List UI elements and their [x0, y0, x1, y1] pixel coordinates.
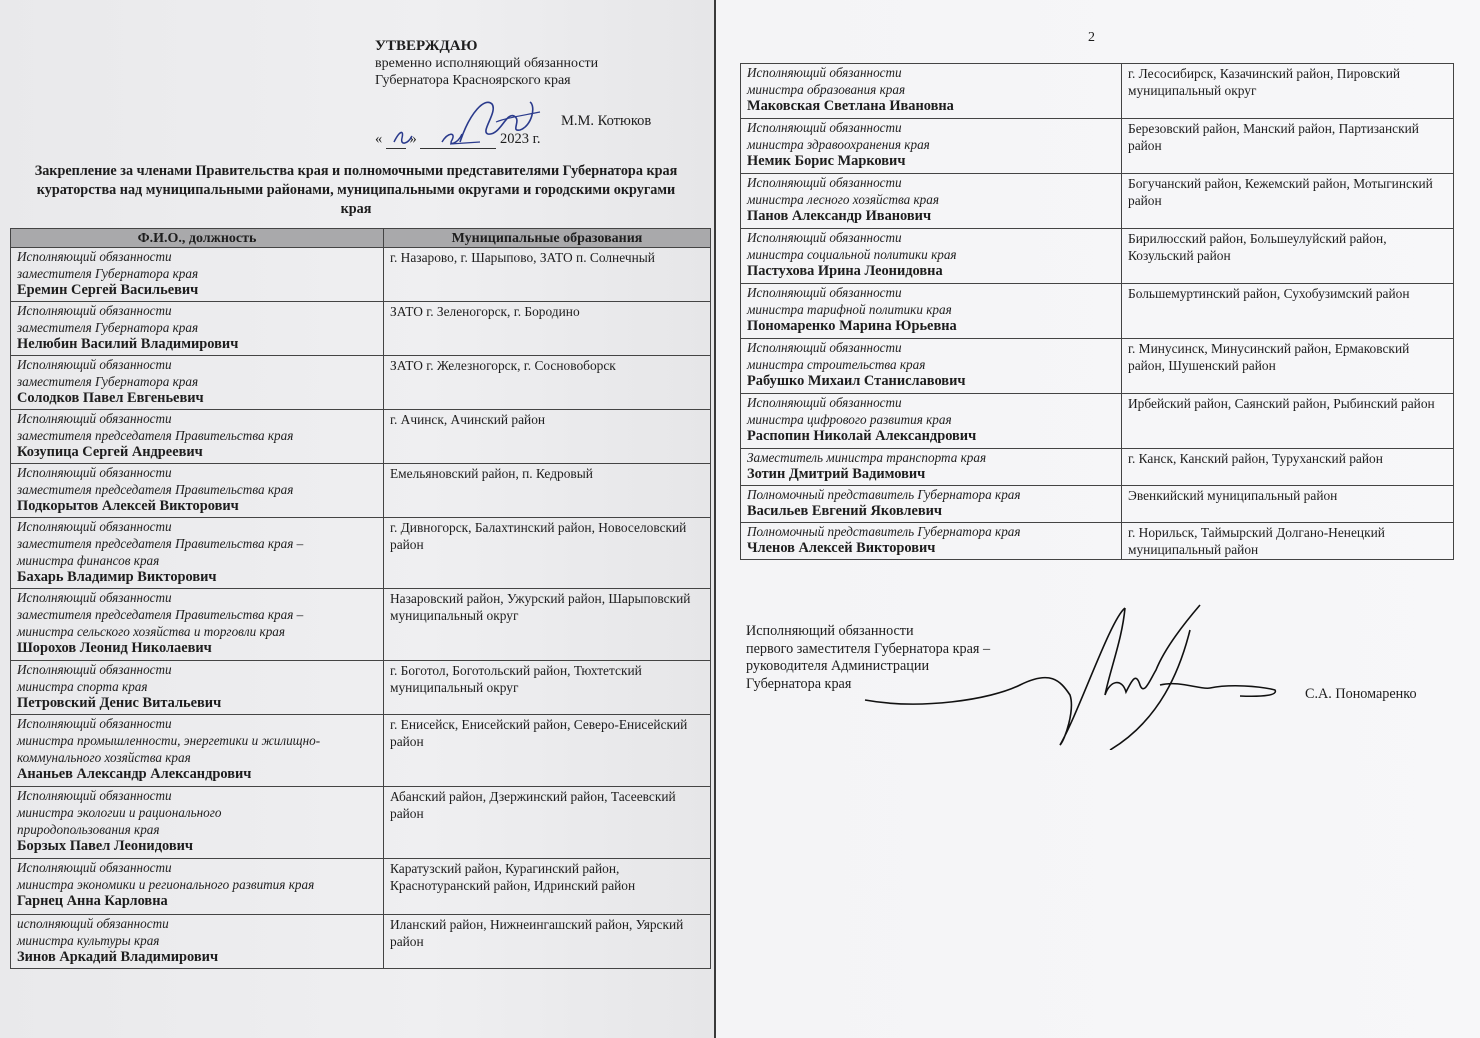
approval-signer: М.М. Котюков: [561, 113, 652, 129]
position-cell: [741, 64, 1122, 119]
table-row: [11, 410, 711, 464]
page-number: 2: [1088, 30, 1095, 45]
table-row: [11, 248, 711, 302]
position-line: Исполняющий обязанности: [17, 357, 172, 372]
position-cell: [11, 661, 384, 715]
approval-heading: УТВЕРЖДАЮ: [375, 38, 478, 54]
date-year: 2023 г.: [500, 131, 541, 147]
municipalities-cell: Назаровский район, Ужурский район, Шарыповский муниципальный округ: [384, 589, 711, 661]
position-line: Исполняющий обязанности: [747, 120, 902, 135]
position-cell: [741, 229, 1122, 284]
person-name: Борзых Павел Леонидович: [17, 838, 194, 854]
position-line: министра тарифной политики края: [747, 302, 952, 317]
table-row: [741, 284, 1454, 339]
position-cell: [741, 339, 1122, 394]
position-line: министра сельского хозяйства и торговли края: [17, 624, 286, 639]
date-handwriting: [388, 124, 498, 152]
position-cell: [11, 915, 384, 969]
municipalities-cell: Каратузский район, Курагинский район, Краснотуранский район, Идринский район: [384, 859, 711, 915]
municipalities-cell: ЗАТО г. Зеленогорск, г. Бородино: [384, 302, 711, 356]
municipalities-cell: Абанский район, Дзержинский район, Тасеевский район: [384, 787, 711, 859]
position-line: министра экологии и рационального: [17, 805, 222, 820]
person-name: Пономаренко Марина Юрьевна: [747, 318, 957, 334]
table-row: [741, 119, 1454, 174]
municipalities-cell: Березовский район, Манский район, Партизанский район: [1122, 119, 1454, 174]
municipalities-cell: Большемуртинский район, Сухобузимский район: [1122, 284, 1454, 339]
person-name: Шорохов Леонид Николаевич: [17, 640, 212, 656]
date-quote-close: »: [409, 131, 417, 147]
footer-line4: Губернатора края: [746, 675, 852, 692]
table-row: [11, 589, 711, 661]
position-line: Исполняющий обязанности: [747, 230, 902, 245]
position-cell: [741, 523, 1122, 560]
municipalities-cell: г. Боготол, Боготольский район, Тюхтетский муниципальный округ: [384, 661, 711, 715]
table-row: [11, 356, 711, 410]
person-name: Солодков Павел Евгеньевич: [17, 390, 204, 406]
municipalities-cell: г. Минусинск, Минусинский район, Ермаковский район, Шушенский район: [1122, 339, 1454, 394]
position-cell: [741, 284, 1122, 339]
position-cell: [11, 787, 384, 859]
table-row: [11, 787, 711, 859]
position-line: министра образования края: [747, 82, 906, 97]
person-name: Васильев Евгений Яковлевич: [747, 503, 943, 519]
table-row: [11, 302, 711, 356]
position-cell: [741, 119, 1122, 174]
position-line: заместителя Губернатора края: [17, 374, 199, 389]
approval-block: [375, 38, 598, 89]
document-page-1: [0, 0, 714, 1038]
position-line: Исполняющий обязанности: [17, 303, 172, 318]
person-name: Гарнец Анна Карловна: [17, 893, 168, 909]
position-cell: [741, 486, 1122, 523]
position-line: Исполняющий обязанности: [17, 716, 172, 731]
table-row: [741, 229, 1454, 284]
person-name: Ананьев Александр Александрович: [17, 766, 252, 782]
position-line: министра культуры края: [17, 933, 160, 948]
position-line: исполняющий обязанности: [17, 916, 169, 931]
position-line: министра социальной политики края: [747, 247, 957, 262]
position-line: министра лесного хозяйства края: [747, 192, 939, 207]
position-line: заместителя председателя Правительства края –: [17, 536, 304, 551]
position-cell: [11, 302, 384, 356]
municipalities-cell: ЗАТО г. Железногорск, г. Сосновоборск: [384, 356, 711, 410]
position-line: заместителя председателя Правительства края: [17, 428, 294, 443]
person-name: Панов Александр Иванович: [747, 208, 932, 224]
position-line: Исполняющий обязанности: [747, 340, 902, 355]
table-row: [741, 339, 1454, 394]
position-line: заместителя председателя Правительства края –: [17, 607, 304, 622]
position-line: Полномочный представитель Губернатора края: [747, 524, 1021, 539]
footer-signer: С.А. Пономаренко: [1305, 686, 1417, 702]
position-cell: [11, 589, 384, 661]
municipalities-cell: Эвенкийский муниципальный район: [1122, 486, 1454, 523]
footer-line3: руководителя Администрации: [746, 658, 930, 674]
position-cell: [11, 356, 384, 410]
position-line: министра спорта края: [17, 679, 148, 694]
municipalities-cell: г. Назарово, г. Шарыпово, ЗАТО п. Солнечный: [384, 248, 711, 302]
table-row: [741, 394, 1454, 449]
position-line: Исполняющий обязанности: [17, 662, 172, 677]
position-line: министра строительства края: [747, 357, 926, 372]
position-line: заместителя Губернатора края: [17, 266, 199, 281]
person-name: Немик Борис Маркович: [747, 153, 906, 169]
person-name: Зотин Дмитрий Вадимович: [747, 466, 926, 482]
footer-line2: первого заместителя Губернатора края –: [746, 640, 991, 657]
table-row: [11, 915, 711, 969]
position-cell: [11, 715, 384, 787]
person-name: Пастухова Ирина Леонидовна: [747, 263, 943, 279]
person-name: Еремин Сергей Васильевич: [17, 282, 199, 298]
footer-signature: [860, 600, 1280, 750]
position-cell: [741, 449, 1122, 486]
person-name: Рабушко Михаил Станиславович: [747, 373, 966, 389]
table-row: [741, 449, 1454, 486]
header-municipalities: Муниципальные образования: [384, 229, 711, 248]
table-header-row: [11, 229, 711, 248]
position-line: министра здравоохранения края: [747, 137, 930, 152]
table-row: [11, 715, 711, 787]
person-name: Членов Алексей Викторович: [747, 540, 936, 556]
municipalities-cell: Иланский район, Нижнеингашский район, Уярский район: [384, 915, 711, 969]
position-cell: [11, 464, 384, 518]
person-name: Зинов Аркадий Владимирович: [17, 949, 219, 965]
position-line: заместителя Губернатора края: [17, 320, 199, 335]
municipalities-cell: г. Норильск, Таймырский Долгано-Ненецкий муниципальный район: [1122, 523, 1454, 560]
position-line: министра промышленности, энергетики и жилищно-: [17, 733, 321, 748]
curators-table-page2: [740, 63, 1454, 560]
table-row: [741, 174, 1454, 229]
table-row: [741, 486, 1454, 523]
position-cell: [11, 410, 384, 464]
municipalities-cell: Емельяновский район, п. Кедровый: [384, 464, 711, 518]
position-line: Исполняющий обязанности: [17, 249, 172, 264]
table-row: [11, 859, 711, 915]
position-line: Исполняющий обязанности: [747, 175, 902, 190]
person-name: Нелюбин Василий Владимирович: [17, 336, 239, 352]
municipalities-cell: Богучанский район, Кежемский район, Мотыгинский район: [1122, 174, 1454, 229]
municipalities-cell: г. Енисейск, Енисейский район, Северо-Енисейский район: [384, 715, 711, 787]
approval-position-line1: временно исполняющий обязанности: [375, 56, 599, 71]
position-cell: [741, 394, 1122, 449]
document-title: Закрепление за членами Правительства края и полномочными представителями Губернатора края кураторства над муниципальными районами, муниципальными округами и городскими округами края: [34, 163, 678, 217]
position-line: Полномочный представитель Губернатора края: [747, 487, 1021, 502]
header-fio: Ф.И.О., должность: [11, 229, 384, 248]
position-line: Исполняющий обязанности: [17, 860, 172, 875]
person-name: Петровский Денис Витальевич: [17, 695, 222, 711]
position-line: министра цифрового развития края: [747, 412, 952, 427]
date-quote-open: «: [375, 131, 383, 147]
approval-position-line2: Губернатора Красноярского края: [375, 73, 571, 88]
person-name: Козупица Сергей Андреевич: [17, 444, 203, 460]
person-name: Подкорытов Алексей Викторович: [17, 498, 239, 514]
position-cell: [741, 174, 1122, 229]
position-cell: [11, 859, 384, 915]
position-line: Исполняющий обязанности: [17, 465, 172, 480]
municipalities-cell: г. Лесосибирск, Казачинский район, Пировский муниципальный округ: [1122, 64, 1454, 119]
municipalities-cell: г. Дивногорск, Балахтинский район, Новоселовский район: [384, 518, 711, 589]
curators-table-page1: [10, 228, 711, 969]
position-line: заместителя председателя Правительства края: [17, 482, 294, 497]
table-row: [741, 523, 1454, 560]
position-line: министра финансов края: [17, 553, 160, 568]
table-row: [741, 64, 1454, 119]
table-row: [11, 518, 711, 589]
position-line: Исполняющий обязанности: [747, 395, 902, 410]
position-line: Исполняющий обязанности: [17, 411, 172, 426]
position-line: министра экономики и регионального развития края: [17, 877, 315, 892]
position-line: Исполняющий обязанности: [17, 519, 172, 534]
person-name: Распопин Николай Александрович: [747, 428, 977, 444]
municipalities-cell: г. Ачинск, Ачинский район: [384, 410, 711, 464]
municipalities-cell: Ирбейский район, Саянский район, Рыбинский район: [1122, 394, 1454, 449]
position-line: Исполняющий обязанности: [17, 590, 172, 605]
municipalities-cell: г. Канск, Канский район, Туруханский район: [1122, 449, 1454, 486]
footer-line1: Исполняющий обязанности: [746, 623, 914, 639]
position-line: Исполняющий обязанности: [17, 788, 172, 803]
position-cell: [11, 518, 384, 589]
table-row: [11, 464, 711, 518]
position-cell: [11, 248, 384, 302]
position-line: Исполняющий обязанности: [747, 285, 902, 300]
person-name: Бахарь Владимир Викторович: [17, 569, 217, 585]
person-name: Маковская Светлана Ивановна: [747, 98, 954, 114]
table-row: [11, 661, 711, 715]
municipalities-cell: Бирилюсский район, Большеулуйский район, Козульский район: [1122, 229, 1454, 284]
position-line: коммунального хозяйства края: [17, 750, 191, 765]
position-line: Исполняющий обязанности: [747, 65, 902, 80]
position-line: природопользования края: [17, 822, 160, 837]
position-line: Заместитель министра транспорта края: [747, 450, 987, 465]
